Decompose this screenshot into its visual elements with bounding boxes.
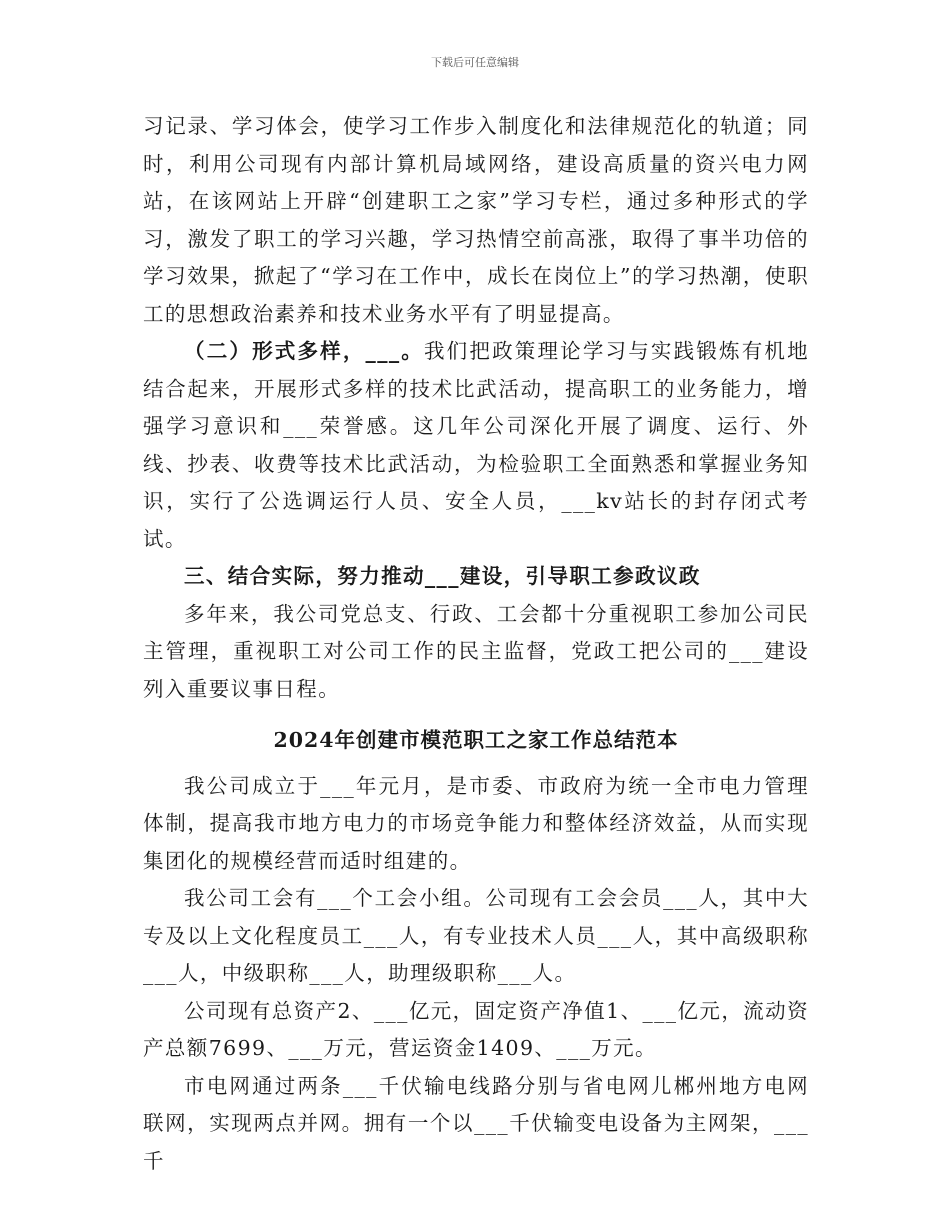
document-title: 2024年创建市模范职工之家工作总结范本 — [273, 728, 679, 752]
paragraph-learning-system: 习记录、学习体会，使学习工作步入制度化和法律规范化的轨道；同时，利用公司现有内部计算机局域网络，建设高质量的资兴电力网站，在该网站上开辟“创建职工之家”学习专栏，通过多种形式的学习，激发了职工的学习兴趣，学习热情空前高涨，取得了事半功倍的学习效果，掀起了“学习在工作中，成长在岗位上”的学习热潮，使职工的思想政治素养和技术业务水平有了明显提高。 — [143, 114, 809, 326]
download-edit-note: 下载后可任意编辑 — [431, 56, 519, 69]
section-2-text: 我们把政策理论学习与实践锻炼有机地结合起来，开展形式多样的技术比武活动，提高职工的业务能力，增强学习意识和___荣誉感。这几年公司深化开展了调度、运行、外线、抄表、收费等技术比武活动，为检验职工全面熟悉和掌握业务知识，实行了公选调运行人员、安全人员，___kv站长的封存闭式考试。 — [143, 339, 809, 551]
paragraph-union-members: 我公司工会有___个工会小组。公司现有工会会员___人，其中大专及以上文化程度员工___人，有专业技术人员___人，其中高级职称___人，中级职称___人，助理级职称___人。 — [143, 886, 809, 985]
section-3-heading: 三、结合实际，努力推动___建设，引导职工参政议政 — [184, 564, 701, 588]
section-2-lead: （二）形式多样，___。 — [184, 339, 424, 363]
paragraph-company-founding: 我公司成立于___年元月，是市委、市政府为统一全市电力管理体制，提高我市地方电力的市场竞争能力和整体经济效益，从而实现集团化的规模经营而适时组建的。 — [143, 773, 809, 873]
paragraph-section-3: 多年来，我公司党总支、行政、工会都十分重视职工参加公司民主管理，重视职工对公司工作的民主监督，党政工把公司的___建设列入重要议事日程。 — [143, 601, 809, 701]
paragraph-assets: 公司现有总资产2、___亿元，固定资产净值1、___亿元，流动资产总额7699、___万元，营运资金1409、___万元。 — [143, 998, 809, 1060]
paragraph-section-2 — [143, 333, 809, 558]
document-page — [143, 108, 809, 1180]
paragraph-grid: 市电网通过两条___千伏输电线路分别与省电网儿郴州地方电网联网，实现两点并网。拥有一个以___千伏输变电设备为主网架，___千 — [143, 1073, 809, 1173]
